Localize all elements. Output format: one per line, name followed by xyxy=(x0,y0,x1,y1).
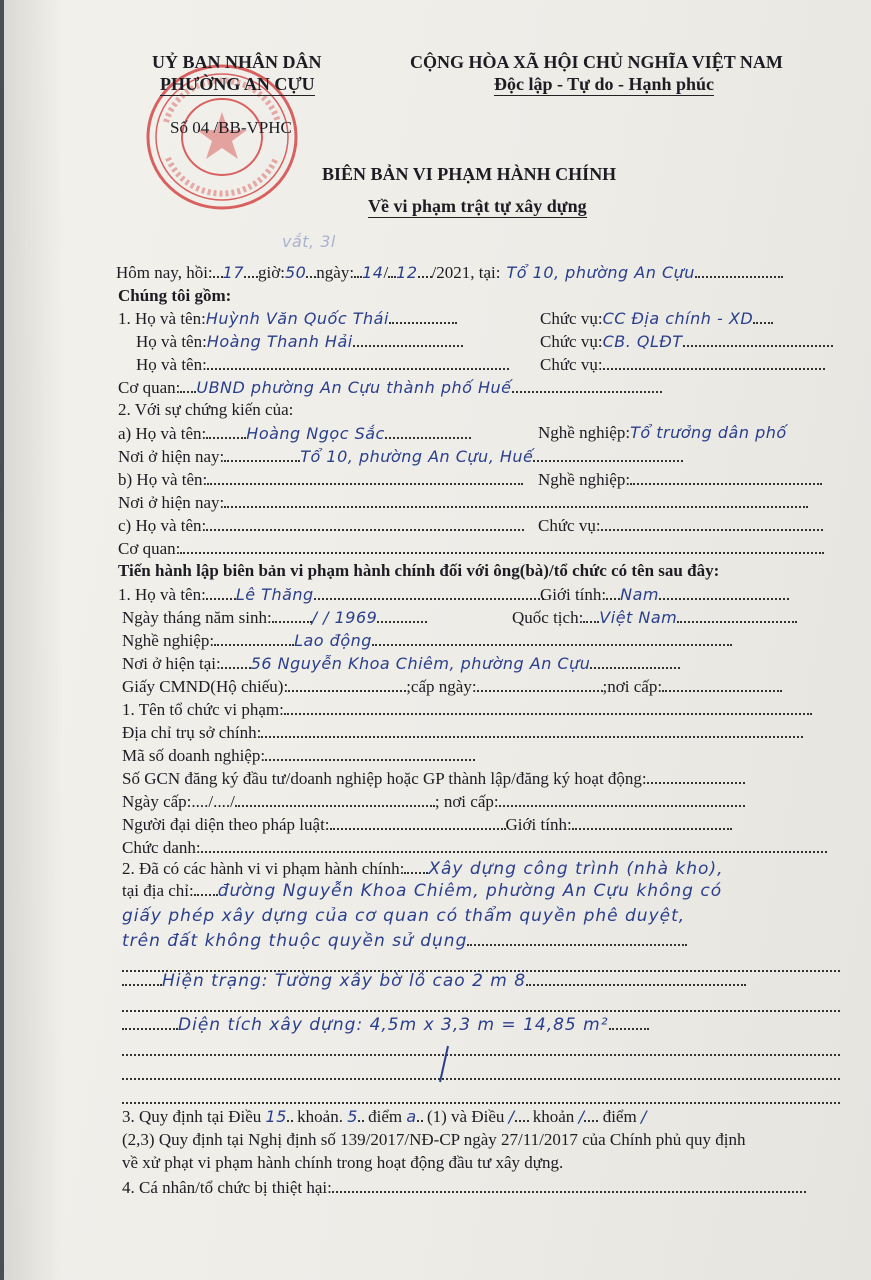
officials-heading: Chúng tôi gồm: xyxy=(118,286,232,305)
violator-nationality: Việt Nam xyxy=(599,608,678,627)
org-address-row xyxy=(122,722,803,743)
witness-a-name: Hoàng Ngọc Sắc xyxy=(246,424,385,443)
org-issue-row xyxy=(122,791,745,812)
regulation-row-2: (2,3) Quy định tại Nghị định số 139/2017/NĐ-CP ngày 27/11/2017 của Chính phủ quy định xyxy=(122,1130,746,1149)
violation-dots-9 xyxy=(122,1040,840,1061)
violation-text-1: Xây dựng công trình (nhà kho), xyxy=(428,859,724,879)
damaged-party-row xyxy=(122,1177,806,1198)
regulation-row-1 xyxy=(122,1106,647,1127)
label-name-3: Họ và tên: xyxy=(136,355,207,374)
official-1-role-row xyxy=(540,308,773,329)
label-dob: Ngày tháng năm sinh: xyxy=(122,608,272,627)
violation-text-4: trên đất không thuộc quyền sử dụng xyxy=(122,931,468,951)
violation-row-8 xyxy=(122,1014,649,1035)
violator-nationality-row xyxy=(512,607,797,628)
witness-b-job-row xyxy=(538,469,822,490)
violation-dots-10 xyxy=(122,1064,840,1085)
label-org-name: 1. Tên tổ chức vi phạm: xyxy=(122,700,284,719)
org-name-row xyxy=(122,699,812,720)
label-violator-name: 1. Họ và tên: xyxy=(118,585,206,604)
label-sex: Giới tính: xyxy=(540,585,607,604)
witness-b-residence-row xyxy=(118,492,808,513)
official-2-row xyxy=(136,331,463,352)
official-3-role-row xyxy=(540,354,825,375)
document-subtitle: Về vi phạm trật tự xây dựng xyxy=(368,196,587,216)
label-org-address: Địa chỉ trụ sở chính: xyxy=(122,723,262,742)
label-role-2: Chức vụ: xyxy=(540,332,603,351)
label-witness-c: c) Họ và tên: xyxy=(118,516,207,535)
label-job-b: Nghề nghiệp: xyxy=(538,470,631,489)
violator-name-row xyxy=(118,584,544,605)
org-line-1: UỶ BAN NHÂN DÂN xyxy=(152,52,322,72)
official-3-row xyxy=(136,354,509,375)
violation-text-6: Diện tích xây dựng: 4,5m x 3,3 m = 14,85 m² xyxy=(178,1015,609,1035)
violation-text-5: Hiện trạng: Tường xây bờ lô cao 2 m 8 xyxy=(162,971,527,991)
violator-sex: Nam xyxy=(620,585,659,604)
official-1-role: CC Địa chính - XD xyxy=(602,309,754,328)
handwritten-slash-mark xyxy=(434,1044,454,1084)
label-khoan-2: khoản xyxy=(532,1107,575,1126)
witness-a-job: Tổ trưởng dân phố xyxy=(630,423,787,442)
org-rep-row xyxy=(122,814,732,835)
violation-row-4 xyxy=(122,930,687,951)
label-dieu: 3. Quy định tại Điều xyxy=(122,1107,262,1126)
label-org-rep: Người đại diện theo pháp luật: xyxy=(122,815,330,834)
official-2-role: CB. QLĐT xyxy=(602,332,683,351)
org-title-row xyxy=(122,837,827,858)
witness-a-job-row xyxy=(538,423,787,443)
label-diem: điểm xyxy=(368,1107,403,1126)
label-khoan: khoản. xyxy=(297,1107,343,1126)
label-name-1: 1. Họ và tên: xyxy=(118,309,206,328)
label-diem-2: điểm xyxy=(602,1107,637,1126)
label-role-1: Chức vụ: xyxy=(540,309,603,328)
label-job-a: Nghề nghiệp: xyxy=(538,423,631,442)
label-role-3: Chức vụ: xyxy=(540,355,603,374)
official-1-name: Huỳnh Văn Quốc Thái xyxy=(205,309,389,328)
label-nationality: Quốc tịch: xyxy=(512,608,584,627)
minute-value: 50 xyxy=(284,263,307,282)
witness-a-residence: Tổ 10, phường An Cựu, Huế xyxy=(300,447,534,466)
label-issue-place: ;nơi cấp: xyxy=(602,677,663,696)
year-value: /2021, tại: xyxy=(431,263,501,282)
document-page xyxy=(4,0,871,1280)
label-org-issue-date: Ngày cấp:..../..../ xyxy=(122,792,235,811)
label-res-a: Nơi ở hiện nay: xyxy=(118,447,225,466)
label-org-issue-place: ; nơi cấp: xyxy=(434,792,499,811)
witness-a-residence-row xyxy=(118,446,683,467)
official-1-row xyxy=(118,308,457,329)
place-value: Tổ 10, phường An Cựu xyxy=(506,263,695,282)
document-number: Số 04 /BB-VPHC xyxy=(170,118,292,137)
dieu-2-value: / xyxy=(508,1107,515,1126)
official-2-role-row xyxy=(540,331,833,352)
label-issue-date: ;cấp ngày: xyxy=(406,677,477,696)
org-license-row xyxy=(122,768,745,789)
violator-dob-row xyxy=(122,607,427,628)
label-name-2: Họ và tên: xyxy=(136,332,207,351)
witness-c-agency-row xyxy=(118,538,824,559)
violator-sex-row xyxy=(540,584,789,605)
witness-heading: 2. Với sự chứng kiến của: xyxy=(118,400,294,419)
khoan-value: 5 xyxy=(347,1107,358,1126)
page-shadow xyxy=(4,0,64,1280)
violator-id-row xyxy=(122,676,782,697)
violation-row-1 xyxy=(122,858,723,879)
label-id: Giấy CMND(Hộ chiếu): xyxy=(122,677,289,696)
intro-line: Hôm nay, hồi: 17 giờ:50 ngày: 14/ 12 /2021, tại: Tổ 10, phường An Cựu xyxy=(116,262,783,283)
label-ngay: ngày: xyxy=(316,263,355,282)
label-hom-nay: Hôm nay, hồi: xyxy=(116,263,213,282)
violator-residence: 56 Nguyễn Khoa Chiêm, phường An Cựu xyxy=(250,654,591,673)
label-witness-a: a) Họ và tên: xyxy=(118,424,207,443)
label-dieu-2: (1) và Điều xyxy=(426,1107,505,1126)
agency-row xyxy=(118,377,662,398)
label-org-tax: Mã số doanh nghiệp: xyxy=(122,746,266,765)
label-agency-c: Cơ quan: xyxy=(118,539,181,558)
witness-b-row xyxy=(118,469,523,490)
margin-handwritten-note: vắt, 3l xyxy=(282,232,336,251)
dieu-value: 15 xyxy=(265,1107,287,1126)
violation-text-2: đường Nguyễn Khoa Chiêm, phường An Cựu không có xyxy=(217,881,723,901)
label-org-title: Chức danh: xyxy=(122,838,201,857)
regulation-row-3: về xử phạt vi phạm hành chính trong hoạt động đầu tư xây dựng. xyxy=(122,1153,564,1172)
label-agency: Cơ quan: xyxy=(118,378,181,397)
official-2-name: Hoàng Thanh Hải xyxy=(206,332,353,351)
label-damaged-party: 4. Cá nhân/tổ chức bị thiệt hại: xyxy=(122,1178,332,1197)
violator-name: Lê Thăng xyxy=(235,585,314,604)
month-value: 12 xyxy=(396,263,418,282)
witness-c-role-row xyxy=(538,515,823,536)
day-value: 14 xyxy=(362,263,384,282)
violator-job-row xyxy=(122,630,732,651)
violator-dob: / / 1969 xyxy=(311,608,378,627)
document-title: BIÊN BẢN VI PHẠM HÀNH CHÍNH xyxy=(322,164,617,184)
agency-value: UBND phường An Cựu thành phố Huế xyxy=(196,378,512,397)
label-org-rep-sex: Giới tính: xyxy=(505,815,572,834)
label-role-c: Chức vụ: xyxy=(538,516,601,535)
violator-job: Lao động xyxy=(294,631,372,650)
violator-residence-row xyxy=(122,653,680,674)
diem-value: a xyxy=(406,1107,417,1126)
violation-row-2 xyxy=(122,880,722,901)
label-violator-job: Nghề nghiệp: xyxy=(122,631,215,650)
label-violator-res: Nơi ở hiện tại: xyxy=(122,654,221,673)
nation-title: CỘNG HÒA XÃ HỘI CHỦ NGHĨA VIỆT NAM xyxy=(410,52,783,72)
org-tax-row xyxy=(122,745,475,766)
violation-row-3 xyxy=(122,906,685,926)
witness-a-row xyxy=(118,423,471,444)
khoan-2-value: / xyxy=(578,1107,585,1126)
motto: Độc lập - Tự do - Hạnh phúc xyxy=(494,74,715,94)
diem-2-value: / xyxy=(640,1107,647,1126)
label-violation-address: tại địa chỉ: xyxy=(122,881,194,900)
violation-text-3: giấy phép xây dựng của cơ quan có thẩm quyền phê duyệt, xyxy=(122,906,686,926)
hour-value: 17 xyxy=(222,263,244,282)
label-violation: 2. Đã có các hành vi vi phạm hành chính: xyxy=(122,859,405,878)
label-res-b: Nơi ở hiện nay: xyxy=(118,493,225,512)
org-line-2: PHƯỜNG AN CỰU xyxy=(160,74,315,94)
label-org-license: Số GCN đăng ký đầu tư/doanh nghiệp hoặc GP thành lập/đăng ký hoạt động: xyxy=(122,769,647,788)
label-witness-b: b) Họ và tên: xyxy=(118,470,208,489)
violation-row-6 xyxy=(122,970,746,991)
violator-heading: Tiến hành lập biên bản vi phạm hành chính đối với ông(bà)/tổ chức có tên sau đây: xyxy=(118,561,720,580)
witness-c-row xyxy=(118,515,524,536)
label-gio: giờ: xyxy=(258,263,285,282)
